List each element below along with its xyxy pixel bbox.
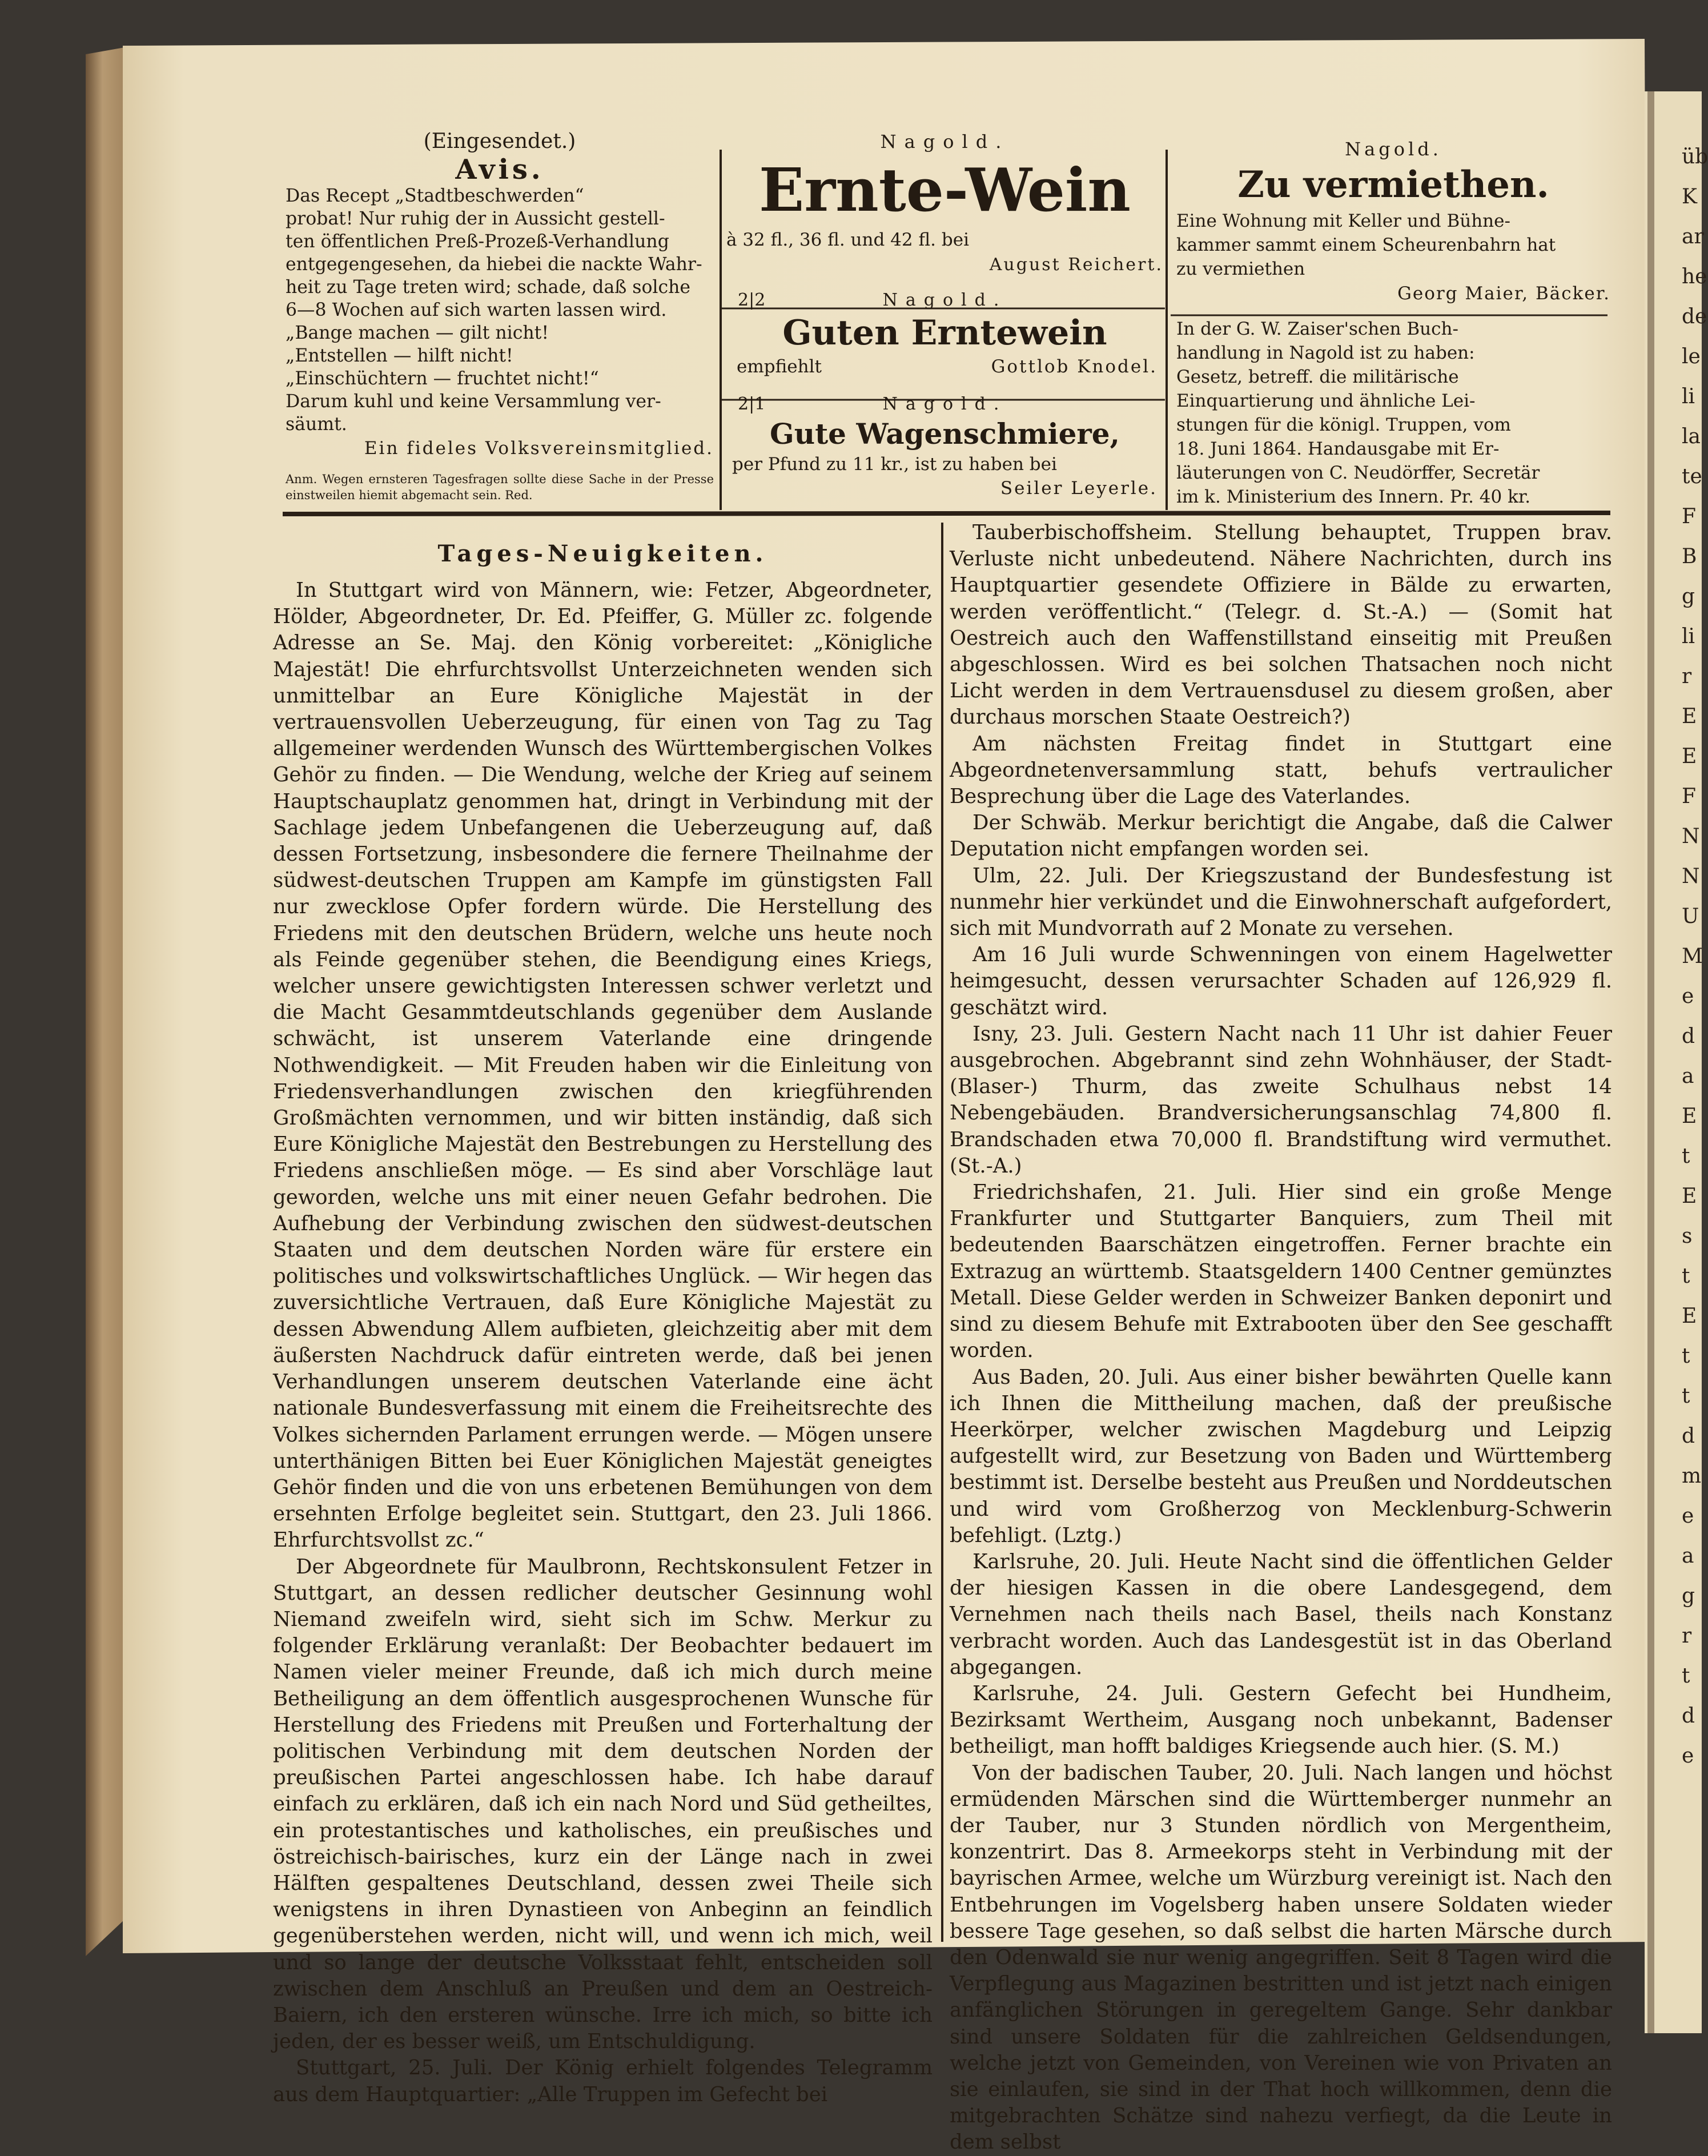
next-page-fragment: e — [1682, 985, 1694, 1008]
news-left-column — [273, 534, 933, 2106]
ad-avis — [286, 129, 714, 505]
next-page-fragment: g — [1682, 585, 1695, 608]
ad-avis-line: entgegengesehen, da hiebei die nackte Wahr- — [286, 254, 702, 275]
ad-guten-erntewein-left: empfiehlt — [737, 356, 822, 377]
ad-wagenschmiere-mark: 2|1 — [738, 394, 766, 414]
next-page-fragment: F — [1682, 505, 1696, 528]
ad-vermiethen — [1176, 137, 1610, 311]
next-page-fragment: t — [1682, 1664, 1690, 1688]
next-page-fragment: a — [1682, 1065, 1694, 1088]
ad-erntewein-place: Nagold. — [880, 131, 1010, 152]
next-page-fragment: r — [1682, 1624, 1692, 1648]
next-page-fragment: B — [1682, 545, 1697, 568]
ad-avis-body — [286, 184, 714, 436]
ad-avis-line: „Entstellen — hilft nicht! — [286, 346, 513, 366]
next-page-fragment: E — [1682, 1105, 1697, 1128]
ad-avis-line: Das Recept „Stadtbeschwerden“ — [286, 186, 584, 206]
ad-vermiethen-place: Nagold. — [1345, 138, 1442, 160]
next-page-fragment: U — [1682, 905, 1699, 928]
ad-buchhandlung-line: Einquartierung und ähnliche Lei- — [1176, 391, 1476, 411]
next-page-fragment: t — [1682, 1344, 1690, 1368]
next-page-fragment: E — [1682, 745, 1697, 768]
ad-buchhandlung-line: läuterungen von C. Neudörffer, Secretär — [1176, 463, 1540, 483]
ad-avis-title: Avis. — [455, 154, 544, 186]
next-page-fragment: t — [1682, 1384, 1690, 1408]
next-page-fragment: li — [1682, 625, 1695, 648]
next-page-fragment: e — [1682, 1504, 1694, 1528]
next-page-fragment: t — [1682, 1264, 1690, 1288]
news-paragraph: Von der badischen Tauber, 20. Juli. Nach langen und höchst ermüdenden Märschen sind die Württemberger nunmehr an der Tauber, nur 3 Stunden nördlich von Mergentheim, konzentrirt. Das 8. Armeekorps steht in Verbindung mit der bayrischen Armee, welche um Würzburg vereinigt ist. Nach den Entbehrungen im Vogelsberg haben unsere Soldaten wieder bessere Tage gesehen, so daß selbst die harten Märsche durch den Odenwald sie nur wenig angegriffen. Seit 8 Tagen wird die Verpflegung aus Magazinen bestritten und ist jetzt nach einigen anfänglichen Störungen in geregeltem Gange. Sehr dankbar sind unsere Soldaten für die zahlreichen Geldsendungen, welche jetzt von Gemeinden, von Vereinen wie von Privaten an sie einlaufen, sie sind in der That hoch willkommen, denn die mitgebrachten Schätze sind nahezu verfiegt, da die Leute in dem selbst — [950, 1761, 1612, 2154]
ad-avis-line: ten öffentlichen Preß-Prozeß-Verhandlung — [286, 231, 669, 252]
next-page-fragment: le — [1682, 345, 1701, 368]
ad-avis-line: säumt. — [286, 414, 347, 435]
news-paragraph: Friedrichshafen, 21. Juli. Hier sind ein große Menge Frankfurter und Stuttgarter Banquiers, zum Theil mit bedeutenden Baarschätzen eingetroffen. Ferner brachte ein Extrazug an württemb. Staatsgeldern 1400 Centner gemünztes Metall. Diese Gelder werden in Schweizer Banken deponirt und sind zu diesem Behufe mit Extrabooten über den See geschafft worden. — [950, 1181, 1612, 1363]
next-page-fragment: N — [1682, 865, 1700, 888]
ad-erntewein-line: à 32 fl., 36 fl. und 42 fl. bei — [726, 230, 969, 250]
ad-buchhandlung-line: In der G. W. Zaiser'schen Buch- — [1176, 319, 1458, 339]
next-page-fragment: m — [1682, 1464, 1702, 1488]
ad-buchhandlung-line: Gesetz, betreff. die militärische — [1176, 367, 1459, 387]
gutter-shadow — [1647, 91, 1654, 2033]
news-paragraph: Der Schwäb. Merkur berichtigt die Angabe, daß die Calwer Deputation nicht empfangen worden sei. — [950, 811, 1612, 861]
ad-buchhandlung — [1176, 317, 1610, 511]
ad-wagenschmiere — [726, 393, 1163, 507]
news-paragraph: Am nächsten Freitag findet in Stuttgart eine Abgeordnetenversammlung statt, behufs vertraulicher Besprechung über die Lage des Vaterlandes. — [950, 732, 1612, 809]
ads-bottom-rule — [283, 513, 1610, 514]
news-paragraph: In Stuttgart wird von Männern, wie: Fetzer, Abgeordneter, Hölder, Abgeordneter, Dr. Ed. Pfeiffer, G. Müller zc. folgende Adresse an Se. Maj. den König vorbereitet: „Königliche Majestät! Die ehrfurchtsvollst Unterzeichneten wenden sich unmittelbar an Eure Königliche Majestät in der vertrauensvollen Ueberzeugung, für einen von Tag zu Tag allgemeiner werdenden Wunsch des Württembergischen Volkes Gehör zu finden. — Die Wendung, welche der Krieg auf seinem Hauptschauplatz genommen hat, dringt in Verbindung mit der Sachlage jedem Unbefangenen die Ueberzeugung auf, daß dessen Fortsetzung, insbesondere die fernere Theilnahme der südwest-deutschen Truppen am Kampfe im günstigsten Fall nur zwecklose Opfer fordern würde. Die Herstellung des Friedens mit den deutschen Brüdern, welche uns heute noch als Feinde gegenüber stehen, die Beendigung eines Kriegs, welcher unsere gewichtigsten Interessen schwer verletzt und die Macht Gesammtdeutschlands gegenüber dem Auslande schwächt, ist unserem Vaterlande eine dringende Nothwendigkeit. — Mit Freuden haben wir die Einleitung von Friedensverhandlungen zwischen den kriegführenden Großmächten vernommen, und wir bitten inständig, daß sich Eure Königliche Majestät den Bestrebungen zu Herstellung des Friedens anschließen möge. — Es sind aber Vorschläge laut geworden, welche uns mit einer neuen Gefahr bedrohen. Die Aufhebung der Verbindung zwischen den südwest-deutschen Staaten und dem deutschen Norden wäre für erstere ein politisches und volkswirtschaftliches Unglück. — Wir hegen das zuversichtliche Vertrauen, daß Eure Königliche Majestät zu dessen Abwendung Allem aufbieten, gleichzeitig aber mit dem äußersten Nachdruck dafür eintreten werde, daß bei jenen Verhandlungen unserem deutschen Vaterlande eine ächt nationale Bundesverfassung mit einem die Freiheitsrechte des Volkes sichernden Parlament errungen werde. — Mögen unsere unterthänigen Bitten bei Euer Königlichen Majestät geneigtes Gehör finden und die von uns erbetenen Bemühungen von dem ersehnten Erfolge begleitet sein. Stuttgart, den 23. Juli 1866. Ehrfurchtsvollst zc.“ — [273, 579, 933, 1552]
ad-avis-line: „Einschüchtern — fruchtet nicht!“ — [286, 368, 599, 389]
ad-wagenschmiere-place: Nagold. — [882, 394, 1007, 414]
ad-avis-line: 6—8 Wochen auf sich warten lassen wird. — [286, 300, 667, 320]
ad-buchhandlung-line: stungen für die königl. Truppen, vom — [1176, 415, 1511, 435]
ad-wagenschmiere-seller: Seiler Leyerle. — [1000, 478, 1158, 499]
news-paragraph: Karlsruhe, 24. Juli. Gestern Gefecht bei Hundheim, Bezirksamt Wertheim, Ausgang noch unbekannt, Badenser betheiligt, man hofft baldiges Kriegsende auch hier. (S. M.) — [950, 1681, 1612, 1758]
news-paragraph: Isny, 23. Juli. Gestern Nacht nach 11 Uhr ist dahier Feuer ausgebrochen. Abgebrannt sind zehn Wohnhäuser, der Stadt- (Blaser-) Thurm, das zweite Schulhaus nebst 14 Nebengebäuden. Brandversicherungsanschlag 74,800 fl. Brandschaden etwa 70,000 fl. Brandstiftung wird vermuthet. (St.-A.) — [950, 1022, 1612, 1178]
next-page-fragment: e — [1682, 1744, 1694, 1768]
ad-vermiethen-line: kammer sammt einem Scheurenbahrn hat — [1176, 235, 1556, 255]
news-paragraph: Der Abgeordnete für Maulbronn, Rechtskonsulent Fetzer in Stuttgart, an dessen redlicher deutscher Gesinnung wohl Niemand zweifeln wird, sieht sich im Schw. Merkur zu folgender Erklärung veranlaßt: Der Beobachter bedauert im Namen vieler meiner Freunde, daß ich mich durch meine Betheiligung an dem öffentlich ausgesprochenen Wunsche für Herstellung des Friedens mit Preußen und Forterhaltung der politischen Verbindung mit dem deutschen Norden der preußischen Partei angeschlossen habe. Ich habe darauf einfach zu erklären, daß ich ein nach Nord und Süd getheiltes, ein protestantisches und katholisches, ein preußisches und östreichisch-bairisches, kurz ein der Länge nach in zwei Hälften gespaltenes Deutschland, dessen zwei Theile sich wenigstens in ihren Dynastieen von Anbeginn an feindlich gegenüberstehen werden, nicht will, und wenn ich mich, weil und so lange der deutsche Volksstaat fehlt, entscheiden soll zwischen dem Anschluß an Preußen und dem an Oestreich-Baiern, ich den ersteren wünsche. Irre ich mich, so bitte ich jeden, der es besser weiß, um Entschuldigung. — [273, 1555, 933, 2054]
ad-vermiethen-body — [1176, 209, 1610, 281]
news-paragraph: Ulm, 22. Juli. Der Kriegszustand der Bundesfestung ist nunmehr hier verkündet und die Einwohnerschaft aufgefordert, sich mit Mundvorrath auf 2 Monate zu versehen. — [950, 864, 1612, 941]
ad-guten-erntewein-place: Nagold. — [882, 290, 1007, 310]
ad-vermiethen-title: Zu vermiethen. — [1237, 163, 1549, 206]
next-page-fragment: d — [1682, 1704, 1695, 1728]
next-page-fragment: üb — [1682, 145, 1708, 168]
ad-buchhandlung-line: im k. Ministerium des Innern. Pr. 40 kr. — [1176, 487, 1531, 507]
ad-vermiethen-line: zu vermiethen — [1176, 259, 1305, 279]
next-page-fragment: E — [1682, 1185, 1697, 1208]
ad-avis-header: (Eingesendet.) — [423, 130, 576, 153]
next-page-fragment: he — [1682, 265, 1707, 288]
ad-buchhandlung-line: 18. Juni 1864. Handausgabe mit Er- — [1176, 439, 1500, 459]
next-page-fragment: N — [1682, 825, 1700, 848]
news-title: Tages-Neuigkeiten. — [437, 540, 768, 567]
ad-guten-erntewein-mark: 2|2 — [738, 290, 766, 310]
next-page-fragment: s — [1682, 1224, 1693, 1248]
news-paragraph: Tauberbischoffsheim. Stellung behauptet, Truppen brav. Verluste nicht unbedeutend. Nähere Nachrichten, durch ins Hauptquartier gesendete Offiziere in Bälde zu erwarten, werden veröffentlicht.“ (Telegr. d. St.-A.) — (Somit hat Oestreich auch den Waffenstillstand einseitig mit Preußen abgeschlossen. Wird es bei solchen Thatsachen noch nicht Licht werden in dem Vertrauensdusel zu diesem großen, aber durchaus morschen Staate Oestreich?) — [950, 521, 1612, 729]
ad-avis-signature: Ein fideles Volksvereinsmitglied. — [364, 438, 714, 459]
news-right-paragraphs — [950, 520, 1612, 2156]
news-right-column — [950, 520, 1612, 2154]
news-paragraph: Aus Baden, 20. Juli. Aus einer bisher bewährten Quelle kann ich Ihnen die Mittheilung machen, daß der preußische Heerkörper, welcher zwischen Magdeburg und Leipzig aufgestellt wird, zur Besetzung von Baden und Württemberg bestimmt ist. Derselbe besteht aus Preußen und Norddeutschen und wird vom Großherzog von Mecklenburg-Schwerin befehligt. (Lztg.) — [950, 1365, 1612, 1547]
news-paragraph: Stuttgart, 25. Juli. Der König erhielt folgendes Telegramm aus dem Hauptquartier: „Alle Truppen im Gefecht bei — [273, 2056, 933, 2106]
next-page-fragment: t — [1682, 1145, 1690, 1168]
ad-wagenschmiere-line: per Pfund zu 11 kr., ist zu haben bei — [732, 454, 1057, 475]
news-left-paragraphs — [273, 577, 933, 2108]
news-paragraph: Am 16 Juli wurde Schwenningen von einem Hagelwetter heimgesucht, dessen verursachter Schaden auf 126,929 fl. geschätzt wird. — [950, 943, 1612, 1019]
ad-buchhandlung-body — [1176, 317, 1610, 509]
ad-guten-erntewein-seller: Gottlob Knodel. — [991, 356, 1158, 377]
next-page-fragment: g — [1682, 1584, 1695, 1608]
next-page-fragment: d — [1682, 1424, 1695, 1448]
next-page-fragment: M — [1682, 945, 1703, 968]
ad-avis-line: probat! Nur ruhig der in Aussicht gestell- — [286, 208, 665, 229]
next-page-fragment: a — [1682, 1544, 1694, 1568]
ad-avis-line: „Bange machen — gilt nicht! — [286, 323, 549, 343]
next-page-fragment: K — [1682, 185, 1697, 208]
ad-avis-line: Darum kuhl und keine Versammlung ver- — [286, 391, 661, 412]
ad-avis-note: Anm. Wegen ernsteren Tagesfragen sollte diese Sache in der Presse einstweilen hiemit abgemacht sein. Red. — [286, 472, 714, 502]
ad-buchhandlung-line: handlung in Nagold ist zu haben: — [1176, 343, 1475, 363]
ad-erntewein-title: Ernte-Wein — [759, 155, 1131, 225]
next-page-fragment: ar — [1682, 225, 1704, 248]
next-page-fragment: d — [1682, 1025, 1695, 1048]
next-page-fragment: de — [1682, 305, 1707, 328]
ad-avis-line: heit zu Tage treten wird; schade, daß solche — [286, 277, 691, 298]
next-page-fragment: E — [1682, 705, 1697, 728]
ad-guten-erntewein-title: Guten Erntewein — [782, 313, 1107, 353]
ad-vermiethen-line: Eine Wohnung mit Keller und Bühne- — [1176, 211, 1510, 231]
next-page-fragment: li — [1682, 385, 1695, 408]
next-page-fragment: r — [1682, 665, 1692, 688]
next-page-fragments — [1682, 137, 1708, 2022]
next-page-fragment: E — [1682, 1304, 1697, 1328]
ad-erntewein — [726, 130, 1163, 307]
news-paragraph: Karlsruhe, 20. Juli. Heute Nacht sind die öffentlichen Gelder der hiesigen Kassen in die obere Landesgegend, dem Vernehmen nach theils nach Basel, theils nach Konstanz verbracht worden. Auch das Landesgestüt ist in das Oberland abgegangen. — [950, 1549, 1612, 1679]
ad-guten-erntewein — [726, 289, 1163, 395]
next-page-fragment: la — [1682, 425, 1701, 448]
next-page-fragment: F — [1682, 785, 1696, 808]
ad-wagenschmiere-title: Gute Wagenschmiere, — [770, 417, 1120, 451]
ad-erntewein-seller: August Reichert. — [989, 255, 1163, 275]
next-page-fragment: te — [1682, 465, 1702, 488]
ad-vermiethen-seller: Georg Maier, Bäcker. — [1397, 283, 1610, 304]
